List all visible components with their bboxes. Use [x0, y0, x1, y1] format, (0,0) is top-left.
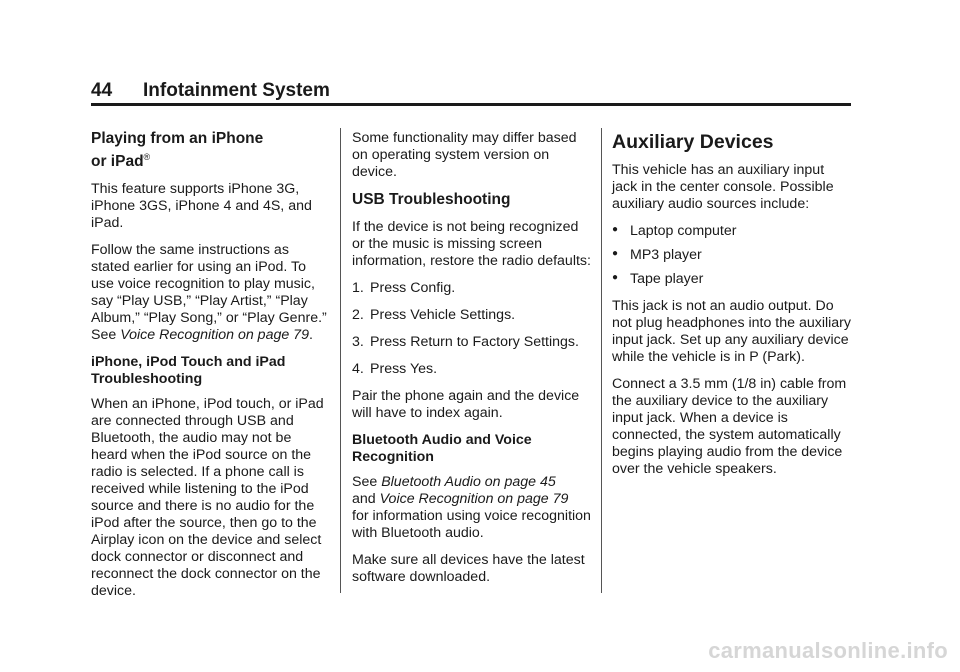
step-number: 1. [352, 280, 364, 296]
list-item [612, 247, 852, 264]
bullet-icon: ● [612, 248, 619, 259]
troubleshooting-paragraph: When an iPhone, iPod touch, or iPad are connected through USB and Bluetooth, the audio may not be heard when the iPod source on the radio is selected. If a phone call is received while listening to the iPod source and there is no audio for the iPod after the source, then go to the Airplay icon on the device and select dock connector or disconnect and reconnect the dock connector on the device. [91, 396, 324, 600]
software-paragraph: Make sure all devices have the latest software downloaded. [352, 552, 585, 585]
usb-intro-paragraph: If the device is not being recognized or the music is missing screen information, restore the radio defaults: [352, 219, 591, 269]
auxiliary-intro-paragraph: This vehicle has an auxiliary input jack in the center console. Possible auxiliary audio sources include: [612, 162, 834, 212]
bluetooth-subheading-line1: Bluetooth Audio and Voice [352, 432, 532, 448]
cable-connection-paragraph: Connect a 3.5 mm (1/8 in) cable from the auxiliary device to the auxiliary input jack. When a device is connected, the system automatically begins playing audio from the device over the vehicle speakers. [612, 376, 847, 477]
troubleshooting-subheading-line2: Troubleshooting [91, 371, 203, 388]
step-text: Press Config. [370, 280, 456, 296]
step-item [352, 361, 592, 378]
voice-recognition-link-2[interactable]: Voice Recognition on page 79 [379, 491, 569, 507]
step-number: 2. [352, 307, 364, 323]
usb-troubleshooting-heading: USB Troubleshooting [352, 191, 511, 208]
bluetooth-reference-paragraph [352, 474, 592, 542]
auxiliary-devices-heading: Auxiliary Devices [612, 131, 774, 153]
column-divider-2 [601, 128, 602, 593]
step-number: 3. [352, 334, 364, 350]
troubleshooting-subheading [91, 354, 331, 388]
troubleshooting-subheading-line1: iPhone, iPod Touch and iPad [91, 354, 286, 371]
step-text: Press Return to Factory Settings. [370, 334, 579, 350]
bluetooth-subheading-line2: Recognition [352, 449, 434, 465]
column-divider-1 [340, 128, 341, 593]
iphone-instructions-paragraph [91, 242, 331, 344]
list-item [612, 223, 852, 240]
functionality-paragraph: Some functionality may differ based on operating system version on device. [352, 130, 577, 180]
iphone-instructions-text: Follow the same instructions as stated earlier for using an iPod. To use voice recognition to play music, say “Play USB,” “Play Artist,” “Play Album,” “Play Song,” or “Play Genre.” See [91, 242, 327, 344]
header-rule [91, 103, 851, 106]
column-1 [91, 130, 331, 610]
iphone-heading-line1: Playing from an iPhone [91, 130, 264, 147]
column-2 [352, 130, 592, 596]
iphone-support-paragraph: This feature supports iPhone 3G, iPhone 3GS, iPhone 4 and 4S, and iPad. [91, 181, 312, 232]
list-item-text: Tape player [630, 271, 704, 287]
auxiliary-sources-list [612, 223, 852, 288]
step-item [352, 280, 592, 297]
iphone-heading [91, 130, 331, 171]
watermark: carmanualsonline.info [708, 638, 948, 663]
bluetooth-reference-end: for information using voice recognition with Bluetooth audio. [352, 508, 591, 541]
see-text: See [352, 474, 382, 490]
iphone-instructions-end: . [308, 327, 313, 344]
bluetooth-subheading [352, 432, 592, 466]
step-number: 4. [352, 361, 364, 377]
column-3 [612, 130, 852, 488]
pair-phone-paragraph: Pair the phone again and the device will have to index again. [352, 388, 580, 421]
step-item [352, 307, 592, 324]
step-text: Press Vehicle Settings. [370, 307, 516, 323]
list-item-text: MP3 player [630, 247, 702, 263]
bluetooth-audio-link[interactable]: Bluetooth Audio on page 45 [381, 474, 556, 490]
voice-recognition-link[interactable]: Voice Recognition on page 79 [120, 327, 309, 344]
step-text: Press Yes. [370, 361, 438, 377]
registered-mark: ® [143, 152, 151, 162]
list-item [612, 271, 852, 288]
section-title: Infotainment System [143, 80, 330, 101]
and-text: and [352, 491, 380, 507]
bullet-icon: ● [612, 224, 619, 235]
list-item-text: Laptop computer [630, 223, 737, 239]
iphone-heading-line2: or iPad [91, 153, 144, 171]
page-number: 44 [91, 80, 113, 101]
step-item [352, 334, 592, 351]
jack-warning-paragraph: This jack is not an audio output. Do not plug headphones into the auxiliary input jack. Set up any auxiliary device while the vehicle is in P (Park). [612, 298, 851, 365]
bullet-icon: ● [612, 272, 619, 283]
